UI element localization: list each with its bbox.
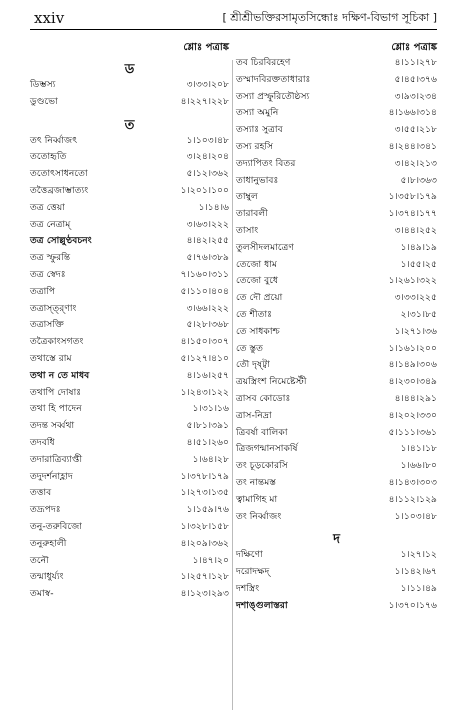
index-entry-reference: ৪।১১২।১২৯	[388, 493, 437, 505]
index-entry-reference: ৪।২০২।৩৩০	[388, 409, 437, 421]
index-entry-reference: ৪।১১।২৭৮	[394, 57, 437, 68]
index-entry	[30, 402, 229, 416]
index-entry-reference: ৫।১১০।৪০৪	[180, 285, 229, 297]
index-entry-reference: ১।৩৭৮।১৭৯	[180, 470, 229, 482]
index-entry-term: দশস্ত্রিং	[236, 583, 260, 594]
index-entry-term: তদ্রূপদঃ	[30, 504, 61, 516]
index-entry-reference: ১।১৬১।২০০	[388, 342, 437, 354]
index-entry-term: তনুরুহালী	[30, 537, 67, 549]
index-entry-reference: ৩।৪২।২১৩	[394, 157, 437, 169]
index-entry-term: তাম্বুল	[236, 191, 258, 203]
index-entry-term: তত্তাব	[30, 487, 52, 499]
index-entry	[236, 476, 437, 490]
index-entry-term: তং চূড়কোরসি	[236, 460, 288, 472]
index-entry-reference: ১।১৫৯।৭৬	[186, 504, 229, 516]
index-entry	[30, 218, 229, 232]
index-entry-term: তত্রাস্ত্র্ণাং	[30, 302, 77, 314]
index-entry-reference: ৪।১৬৬।৩১৪	[388, 107, 437, 119]
index-entry	[236, 106, 437, 120]
index-entry	[236, 73, 437, 87]
index-entry	[236, 358, 437, 372]
index-entry-reference: ৪।১৪৩।৩০৩	[388, 477, 437, 488]
index-entry-term: তস্য রহসি	[236, 141, 274, 152]
index-entry-term: তত্র ত্তেয়া	[30, 201, 65, 213]
index-entry-term: ত্রাস-নিদ্রা	[236, 409, 272, 421]
index-entry-reference: ৩।৬৩।২২২	[186, 218, 229, 230]
index-entry-reference: ১।২৭১।৩৬	[394, 325, 437, 337]
index-entry-term: ডুণ্ডভো	[30, 95, 58, 107]
index-entry	[30, 251, 229, 265]
index-entry-term: তব চিরবিরহেণ	[236, 57, 291, 68]
index-entry	[236, 599, 437, 613]
index-entry-reference: ১।২৪৩।১২২	[180, 386, 229, 398]
index-entry	[30, 386, 229, 400]
index-entry	[30, 587, 229, 601]
index-entry-term: দক্ষিণো	[236, 549, 263, 561]
index-entry-reference: ২।৩১।৮৫	[400, 309, 437, 320]
index-entry-reference: ১।৪১।১৮	[400, 443, 437, 455]
index-entry-term: তেজো বুধে	[236, 275, 279, 287]
index-entry	[236, 442, 437, 456]
index-entry-reference: ১।৫৫।২৫	[400, 258, 437, 270]
index-entry-reference: ৫।৭৬।৩৮৯	[186, 252, 229, 264]
index-entry-reference: ৩।২৪।২০৪	[186, 151, 229, 163]
index-entry-term: তদবধি	[30, 437, 55, 448]
index-entry-reference: ৩।৪৪।২৫২	[394, 225, 437, 236]
index-entry-term: তং নির্ব্বাজং	[236, 510, 282, 522]
index-entry-reference: ৪।১৫০।৩০৭	[180, 336, 229, 348]
index-entry	[30, 184, 229, 198]
index-entry	[30, 369, 229, 383]
index-entry	[236, 582, 437, 596]
index-entry	[236, 56, 437, 70]
index-entry-term: তৎ নির্ব্বাজৎ	[30, 134, 78, 146]
index-entry-reference: ১।১০৩।৪৮	[186, 134, 229, 146]
index-entry-reference: ৪।২২৭।২২৮	[180, 95, 229, 107]
index-entry-reference: ৩।৫৫।২১৮	[394, 124, 437, 136]
index-section-letter: ড	[124, 62, 135, 77]
index-entry	[30, 318, 229, 332]
index-entry-reference: ১।২৫৭।১২৮	[180, 571, 229, 583]
index-entry-term: দরোদক্ষদ্	[236, 566, 270, 578]
index-entry	[30, 554, 229, 568]
index-entry-reference: ১।৪৭।২০	[192, 554, 229, 566]
index-entry-term: তত্রৈকাংসগতং	[30, 336, 84, 348]
index-entry	[30, 453, 229, 467]
index-entry-reference: ৪।১৬।২৫৭	[186, 369, 229, 381]
index-entry	[236, 308, 437, 322]
index-entry-term: তথা ন তে মাধব	[30, 369, 90, 381]
index-entry-reference: ৫।১১১।৩৬১	[388, 426, 437, 438]
index-entry	[236, 157, 437, 171]
index-entry	[30, 201, 229, 215]
index-entry-term: তত্র স্ফুরন্তি	[30, 252, 71, 264]
index-entry-term: তস্মাদবিরক্ততাধারাঃ	[236, 73, 311, 85]
index-entry	[30, 150, 229, 164]
index-entry	[30, 285, 229, 299]
index-entry	[236, 123, 437, 137]
index-entry-term: তনু-তরুবিজো	[30, 521, 82, 532]
index-entry-term: ত্রিবর্ষা বালিকা	[236, 426, 288, 438]
index-entry-term: তদন্ত সর্ব্বথা	[30, 420, 75, 432]
index-entry-reference: ১।৩৭০।১৭৬	[388, 599, 437, 611]
index-entry	[30, 167, 229, 181]
index-entry-term: তে সাধকাশ্চ	[236, 325, 280, 337]
index-entry-reference: ১।২৬১।৩২২	[388, 275, 437, 287]
index-entry	[236, 510, 437, 524]
index-entry-reference: ৩।৩৩।২২৫	[394, 292, 437, 304]
index-entry-reference: ৫।৮।৩৬৩	[400, 174, 437, 186]
index-entry-term: তাসাং	[236, 225, 259, 236]
index-entry-term: তেজো ধাম	[236, 258, 278, 270]
index-entry-reference: ১।৩১।১৬	[192, 403, 229, 415]
index-entry	[236, 493, 437, 507]
header-rule	[30, 29, 437, 30]
index-entry-term: তত্রাপি	[30, 285, 56, 297]
index-entry-reference: ১।৩২৮।১৫৮	[180, 521, 229, 532]
right-column-heading: শ্লোঃ পত্রাঙ্ক	[391, 42, 437, 53]
index-entry-reference: ১।২৭।১২	[400, 549, 437, 561]
index-entry-term: ত্বামাগিহ মা	[236, 493, 278, 505]
index-entry	[30, 234, 229, 248]
index-entry-reference: ৪।২৩০।৩৪৯	[388, 376, 437, 388]
index-entry-term: ত্রয়স্ত্রিংশ নিমেষ্টেস্টী	[236, 376, 307, 388]
index-entry	[236, 174, 437, 188]
index-entry	[30, 436, 229, 450]
index-entry-term: তস্যা প্রস্ফুরিতৌষ্ঠস্য	[236, 90, 310, 102]
index-entry-term: ত্রাসব কোডোঃ	[236, 393, 291, 404]
index-entry	[236, 459, 437, 473]
index-entry-term: দশাঙ্গুলাস্তরা	[236, 599, 288, 611]
index-entry-reference: ৪।২০৯।৩৬২	[180, 537, 229, 549]
index-entry	[30, 335, 229, 349]
index-entry-term: তদুদর্শনাহ্লাদ	[30, 470, 73, 482]
index-entry	[236, 392, 437, 406]
index-entry-reference: ৪।১৪৯।৩০৬	[388, 359, 437, 371]
index-entry-reference: ১।১১।৪৯	[400, 583, 437, 594]
index-entry-reference: ১।১৪।৬	[198, 201, 229, 213]
index-entry	[236, 325, 437, 339]
index-entry-reference: ৩।৯৩।২৩৪	[394, 90, 437, 102]
index-entry	[30, 302, 229, 316]
index-entry	[236, 224, 437, 238]
index-entry-reference: ৫।৮১।৩৯১	[186, 420, 229, 432]
index-entry-reference: ১।৬৬।৮০	[400, 460, 437, 472]
index-entry-reference: ৪।৪২।২৫৫	[186, 235, 229, 247]
index-entry-term: তমাস্ব-	[30, 588, 54, 600]
index-entry-reference: ৪।৫১।২৬০	[186, 437, 229, 448]
index-entry	[30, 470, 229, 484]
index-entry-term: তে স্তুত	[236, 342, 264, 354]
index-entry-term: তে শীতাঃ	[236, 309, 273, 320]
index-entry-reference: ১।২৭৩।১৩৫	[180, 487, 229, 499]
index-entry-term: ডিম্ভস্য	[30, 79, 56, 90]
index-entry-term: তস্যাঃ সুত্রাব	[236, 124, 283, 136]
left-column-heading: শ্লোঃ পত্রাঙ্ক	[183, 42, 229, 53]
index-entry	[30, 352, 229, 366]
index-entry-term: তথাপি দোষাঃ	[30, 386, 82, 398]
index-entry-reference: ১।২০১।১০০	[180, 185, 229, 196]
index-entry-term: ততোৎসাধনতো	[30, 168, 88, 180]
index-entry	[236, 190, 437, 204]
index-entry	[236, 207, 437, 221]
index-entry	[236, 409, 437, 423]
index-entry-term: তুলসীদলমাত্রেণ	[236, 241, 294, 253]
index-entry	[236, 565, 437, 579]
index-entry-term: তত্র সোল্লুণ্ঠবচনং	[30, 235, 92, 247]
index-entry-term: তথাস্তে রাম	[30, 353, 72, 364]
index-entry-term: তস্যা অমুনি	[236, 107, 279, 119]
index-entry-reference: ৪।৪৪।২৯১	[394, 393, 437, 404]
index-entry-term: ত্রিজগন্মানসাকর্ষি	[236, 443, 298, 455]
index-entry-term: তং নান্তমস্ত	[236, 477, 276, 488]
index-entry-reference: ১।৪৯।১৯	[400, 241, 437, 253]
index-entry-term: তত্রাসক্তি	[30, 319, 64, 331]
index-entry-reference: ৭।১৬০।৩১১	[180, 269, 229, 280]
index-entry	[30, 570, 229, 584]
index-entry-term: তন্মাধুর্য্যং	[30, 571, 64, 583]
index-entry-reference: ৪।১২৩।২৯৩	[180, 588, 229, 600]
index-section-letter: দ	[333, 532, 340, 548]
index-entry-term: ততোহৃতি	[30, 151, 67, 163]
index-entry-reference: ১।১৪২।৬৭	[394, 566, 437, 578]
index-entry-reference: ৪।২৪৪।৩৪১	[388, 141, 437, 152]
index-entry	[236, 258, 437, 272]
index-entry-term: তারাবলী	[236, 208, 268, 220]
index-entry	[30, 419, 229, 433]
index-entry-reference: ৫।৪৫।৩৭৬	[394, 73, 437, 85]
index-section-letter: ত	[124, 117, 135, 133]
index-entry	[236, 548, 437, 562]
page-title: [ শ্রীশ্রীভক্তিরসামৃতসিন্ধোঃ দক্ষিণ-বিভাগ সূচিকা ]	[222, 11, 437, 24]
index-entry-term: তত্র স্বেদঃ	[30, 269, 66, 280]
index-entry	[30, 520, 229, 534]
index-entry	[236, 291, 437, 305]
index-entry-term: তদারাত্রিব্যাপ্তী	[30, 453, 83, 465]
index-entry-reference: ৩।৬৬।২২২	[186, 302, 229, 314]
index-entry-reference: ১।৩৭৪।১৭৭	[388, 208, 437, 220]
index-entry	[30, 537, 229, 551]
index-entry	[236, 274, 437, 288]
index-entry	[30, 78, 229, 92]
index-entry-reference: ৫।১২৭।৪১০	[180, 353, 229, 364]
index-entry-reference: ১।৩৫৮।১৭৯	[388, 191, 437, 203]
index-entry	[236, 90, 437, 104]
index-entry	[30, 503, 229, 517]
index-entry	[30, 95, 229, 109]
index-entry	[30, 268, 229, 282]
index-entry	[236, 375, 437, 389]
index-entry-term: তৌ দৃষ্ট্বা	[236, 359, 270, 371]
index-entry-reference: ৩।৩৩।২০৮	[186, 79, 229, 90]
index-entry-term: তনৌ	[30, 554, 49, 566]
index-entry-term: তে দৌ প্রয়ো	[236, 292, 283, 304]
index-entry-term: তাধানুভাবঃ	[236, 174, 279, 186]
index-entry	[236, 426, 437, 440]
index-entry	[236, 140, 437, 154]
index-entry-term: তথা হি পাদেন	[30, 403, 82, 415]
index-entry	[236, 342, 437, 356]
index-entry-term: তত্র নেত্রাম্	[30, 218, 71, 230]
page-number: xxiv	[34, 9, 65, 27]
index-entry-reference: ১।১০৩।৪৮	[394, 510, 437, 522]
index-entry	[30, 486, 229, 500]
index-entry-reference: ৫।১২।৩৬২	[186, 168, 229, 180]
index-entry-term: তদ্যাপিতং বিতর	[236, 157, 296, 169]
index-entry-term: তত্তৈব্রজাম্ভাত্যং	[30, 185, 89, 196]
index-entry	[236, 241, 437, 255]
column-divider	[232, 60, 233, 710]
index-entry	[30, 134, 229, 148]
index-entry-reference: ৫।২৮।৩৬৮	[186, 319, 229, 331]
index-entry-reference: ১।৬৪।২৮	[192, 453, 229, 465]
